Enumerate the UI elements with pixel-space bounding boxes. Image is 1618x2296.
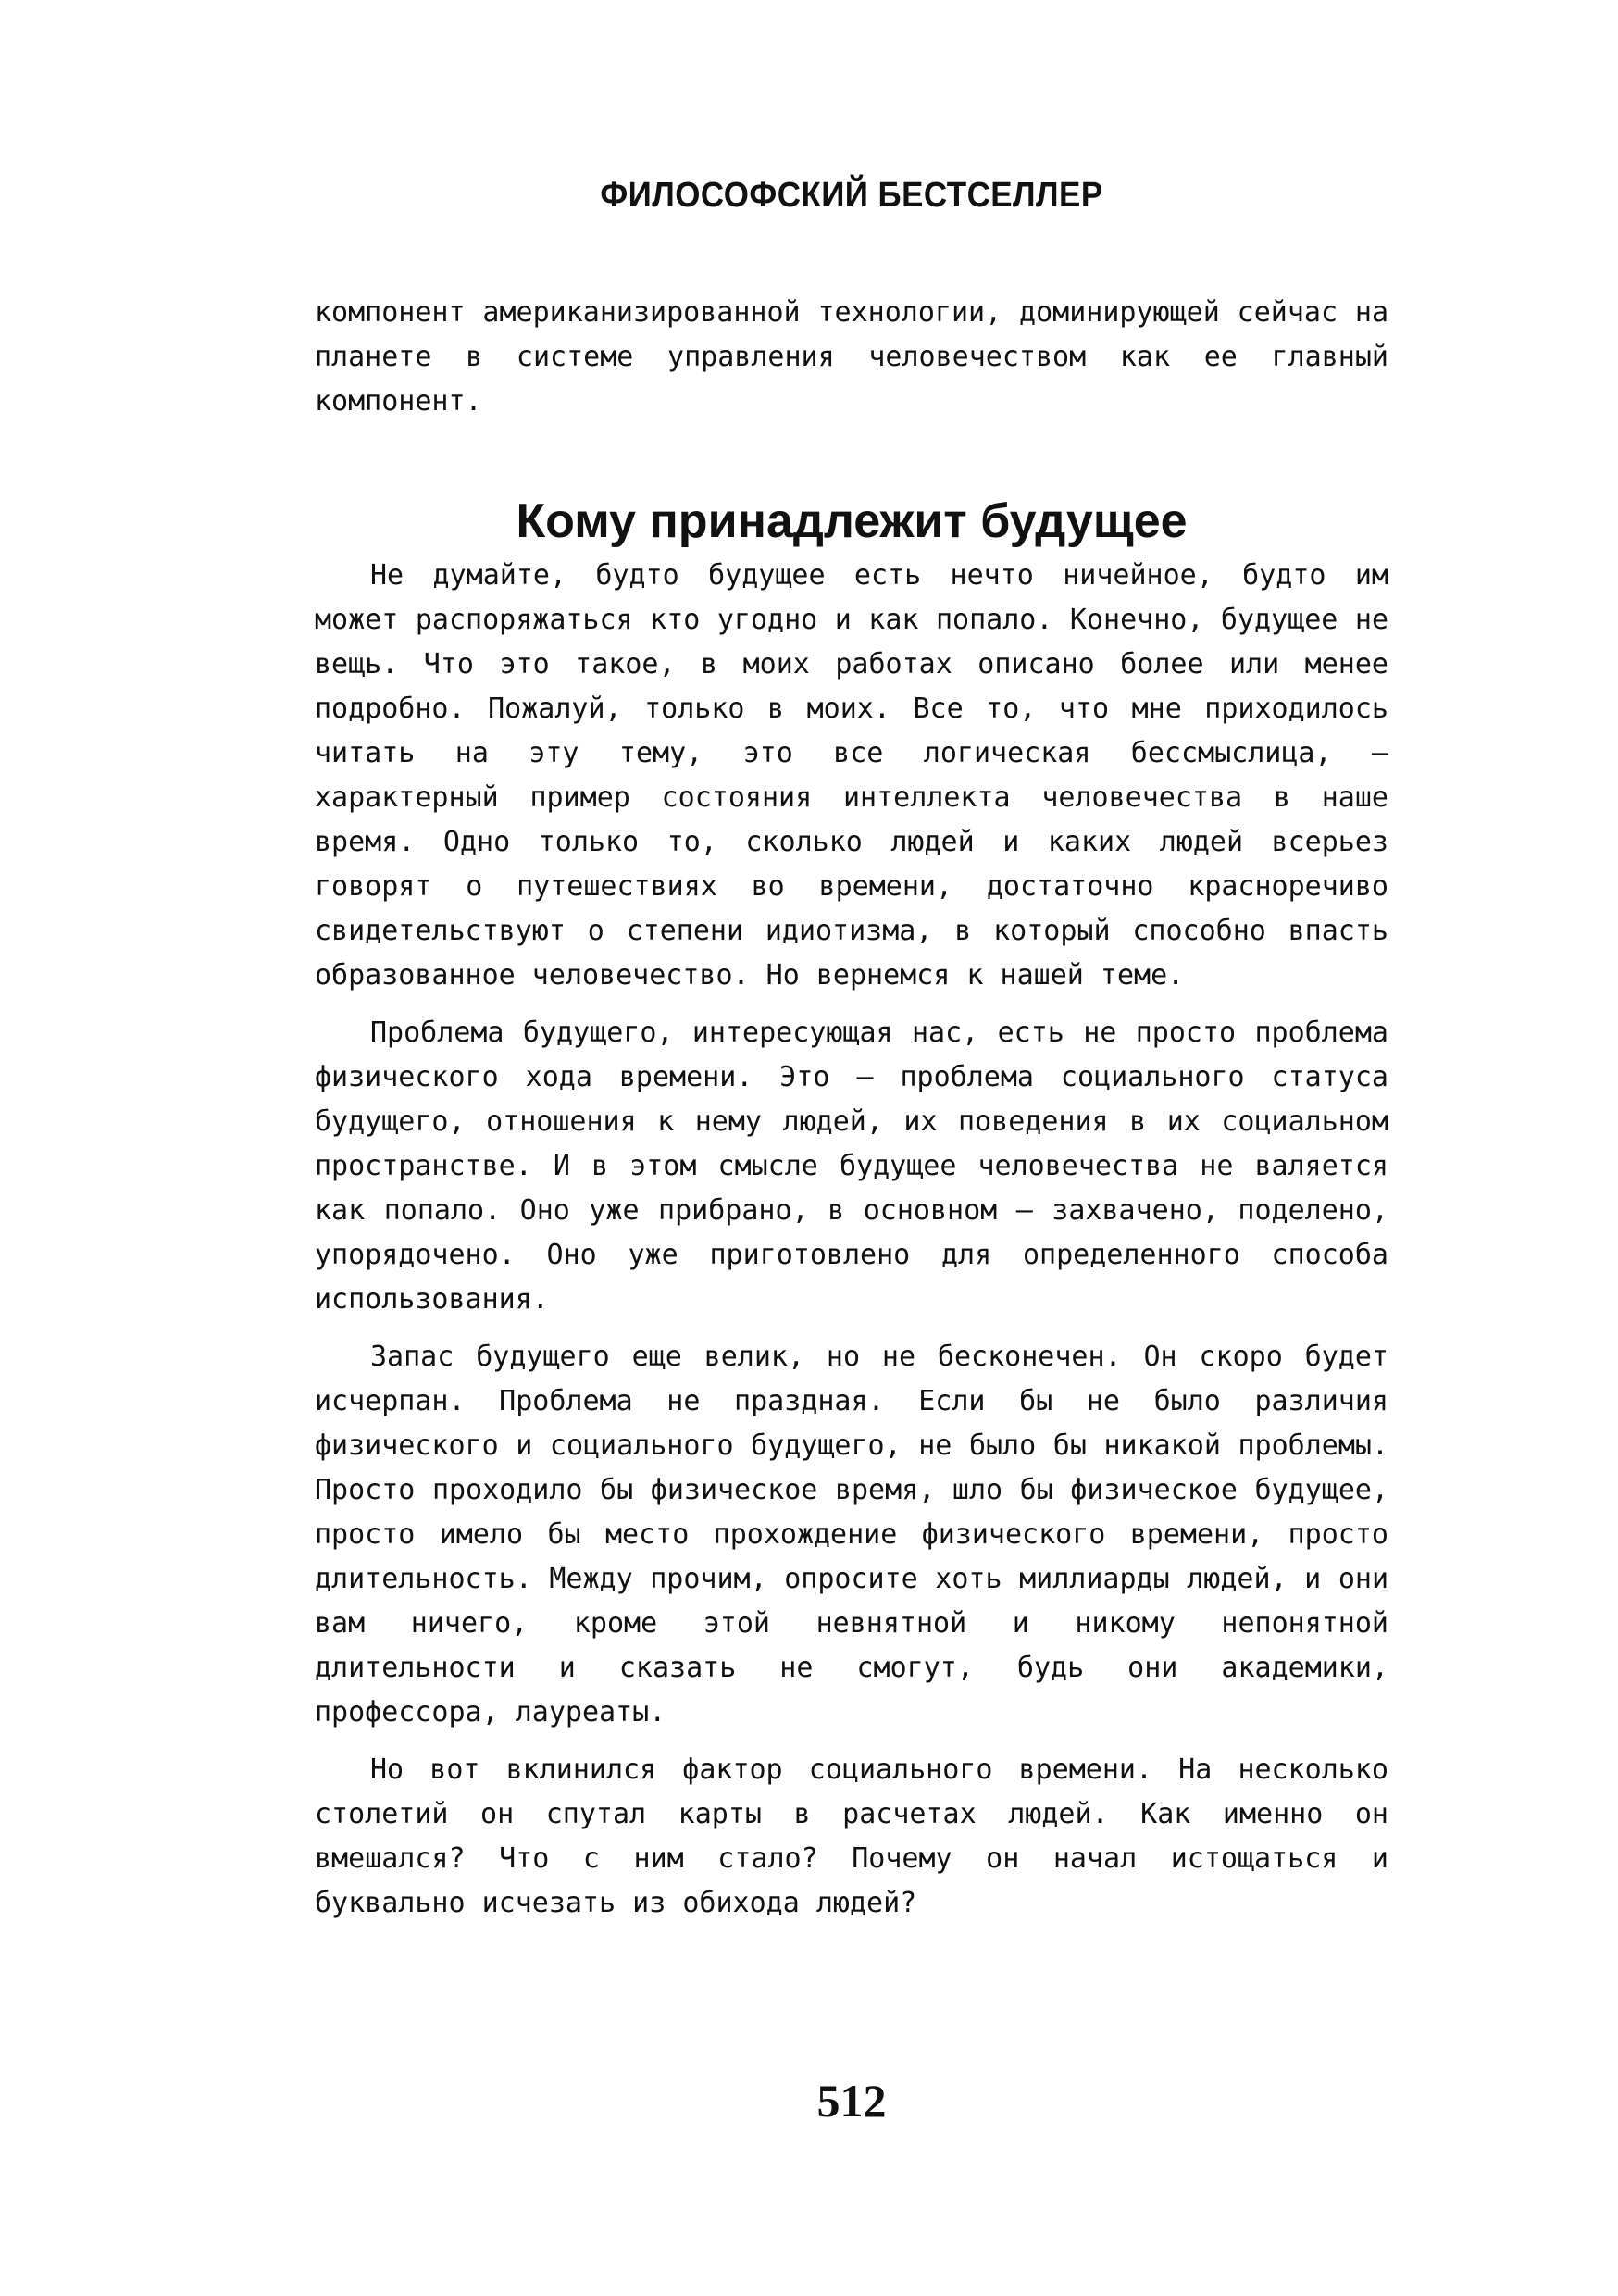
- paragraph-3: Запас будущего еще велик, но не бесконечен. Он скоро будет исчерпан. Проблема не праздная. Если бы не было различия физического и социального будущего, не было бы никакой проблемы. Просто проходило бы физическое время, шло бы физическое будущее, просто имело бы место прохождение физического времени, просто длительность. Между прочим, опросите хоть миллиарды людей, и они вам ничего, кроме этой невнятной и никому непонятной длительности и сказать не смогут, будь они академики, профессора, лауреаты.: [315, 1341, 1388, 1728]
- paragraph-4: Но вот вклинился фактор социального времени. На несколько столетий он спутал карты в расчетах людей. Как именно он вмешался? Что с ним стало? Почему он начал истощаться и буквально исчезать из обихода людей?: [315, 1753, 1388, 1919]
- section-body: [315, 554, 1388, 1939]
- page-number: 512: [816, 2075, 887, 2127]
- intro-paragraph: компонент американизированной технологии, доминирующей сейчас на планете в системе управления человечеством как ее главный компонент.: [315, 296, 1388, 418]
- section-title: Кому принадлежит будущее: [516, 494, 1188, 549]
- running-head-title: ФИЛОСОФСКИЙ БЕСТСЕЛЛЕР: [600, 176, 1103, 215]
- book-page: [315, 0, 1388, 2296]
- paragraph-2: Проблема будущего, интересующая нас, есть не просто проблема физического хода времени. Это — проблема социального статуса будущего, отношения к нему людей, их поведения в их социальном пространстве. И в этом смысле будущее человечества не валяется как попало. Оно уже прибрано, в основном — захвачено, поделено, упорядочено. Оно уже приготовлено для определенного способа использования.: [315, 1017, 1388, 1316]
- paragraph-1: Не думайте, будто будущее есть нечто ничейное, будто им может распоряжаться кто угодно и как попало. Конечно, будущее не вещь. Что это такое, в моих работах описано более или менее подробно. Пожалуй, только в моих. Все то, что мне приходилось читать на эту тему, это все логическая бессмыслица, — характерный пример состояния интеллекта человечества в наше время. Одно только то, сколько людей и каких людей всерьез говорят о путешествиях во времени, достаточно красноречиво свидетельствуют о степени идиотизма, в который способно впасть образованное человечество. Но вернемся к нашей теме.: [315, 559, 1388, 992]
